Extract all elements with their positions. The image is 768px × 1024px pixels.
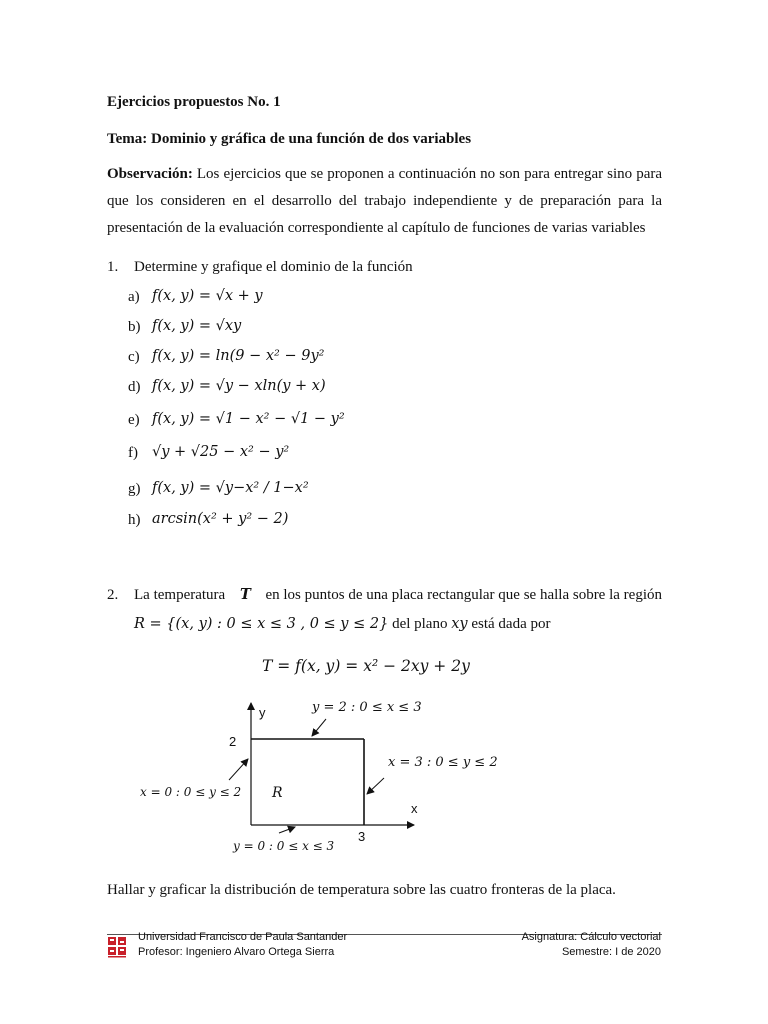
topic-heading: Tema: Dominio y gráfica de una función de dos variables [107, 131, 472, 147]
university-logo-icon [107, 935, 127, 959]
exercise-1-number: 1. [107, 259, 119, 275]
x-tick-label: 3 [358, 829, 366, 844]
item-label: h) [128, 512, 141, 528]
x-axis-label: x [411, 801, 418, 816]
observation-text: Los ejercicios que se proponen a continuación no son para entregar sino para que los consideren en el desarrollo del trabajo independiente y de preparación para la presentación de la evaluación correspondiente al capítulo de funciones de varias variables [107, 166, 663, 236]
item-expression: f(x, y) = √1 − x² − √1 − y² [152, 411, 345, 427]
exercise-2-text-a: La temperatura [134, 587, 226, 603]
footer-semester: Semestre: I de 2020 [561, 946, 661, 958]
item-expression: arcsin(x² + y² − 2) [152, 511, 289, 527]
item-expression: f(x, y) = √y − xln(y + x) [152, 378, 326, 394]
item-label: b) [128, 319, 141, 335]
closing-statement: Hallar y graficar la distribución de temperatura sobre las cuatro fronteras de la placa. [107, 882, 616, 898]
footer-professor: Profesor: Ingeniero Alvaro Ortega Sierra [138, 946, 335, 958]
exercise-2-number: 2. [107, 587, 119, 603]
y-axis-label: y [259, 705, 266, 720]
temperature-symbol: T [239, 586, 251, 603]
item-expression: √y + √25 − x² − y² [152, 444, 290, 460]
item-expression: f(x, y) = ln(9 − x² − 9y² [152, 348, 325, 364]
document-title: Ejercicios propuestos No. 1 [107, 94, 281, 110]
left-arrow [229, 759, 248, 780]
right-arrow [367, 778, 384, 794]
item-expression: f(x, y) = √xy [152, 318, 242, 334]
exercise-2-text-d: está dada por [471, 616, 551, 632]
left-boundary-label: x = 0 : 0 ≤ y ≤ 2 [140, 785, 242, 799]
footer-university: Universidad Francisco de Paula Santander [138, 931, 348, 943]
item-label: a) [128, 289, 140, 305]
item-label: c) [128, 349, 140, 365]
footer-subject: Asignatura: Cálculo vectorial [521, 931, 661, 943]
item-label: e) [128, 412, 140, 428]
right-boundary-label: x = 3 : 0 ≤ y ≤ 2 [388, 755, 498, 770]
item-expression: f(x, y) = √y−x² / 1−x² [152, 480, 309, 496]
temperature-formula: T = f(x, y) = x² − 2xy + 2y [262, 657, 470, 675]
bottom-boundary-label: y = 0 : 0 ≤ x ≤ 3 [233, 839, 335, 853]
plane-symbol: xy [451, 616, 468, 632]
bottom-arrow [279, 827, 295, 833]
y-tick-label: 2 [229, 734, 237, 749]
item-expression: f(x, y) = √x + y [152, 288, 263, 304]
item-label: g) [128, 481, 141, 497]
top-arrow [312, 719, 326, 736]
observation-label: Observación: [107, 166, 193, 182]
item-label: f) [128, 445, 138, 461]
region-label: R [272, 785, 283, 801]
exercise-2-text-c: del plano [392, 616, 448, 632]
exercise-2-text-b: en los puntos de una placa rectangular que se halla sobre la región [265, 587, 662, 603]
item-label: d) [128, 379, 141, 395]
region-definition: R = {(x, y) : 0 ≤ x ≤ 3 , 0 ≤ y ≤ 2} [134, 616, 389, 632]
top-boundary-label: y = 2 : 0 ≤ x ≤ 3 [312, 700, 422, 715]
exercise-1-statement: Determine y grafique el dominio de la función [134, 259, 413, 275]
